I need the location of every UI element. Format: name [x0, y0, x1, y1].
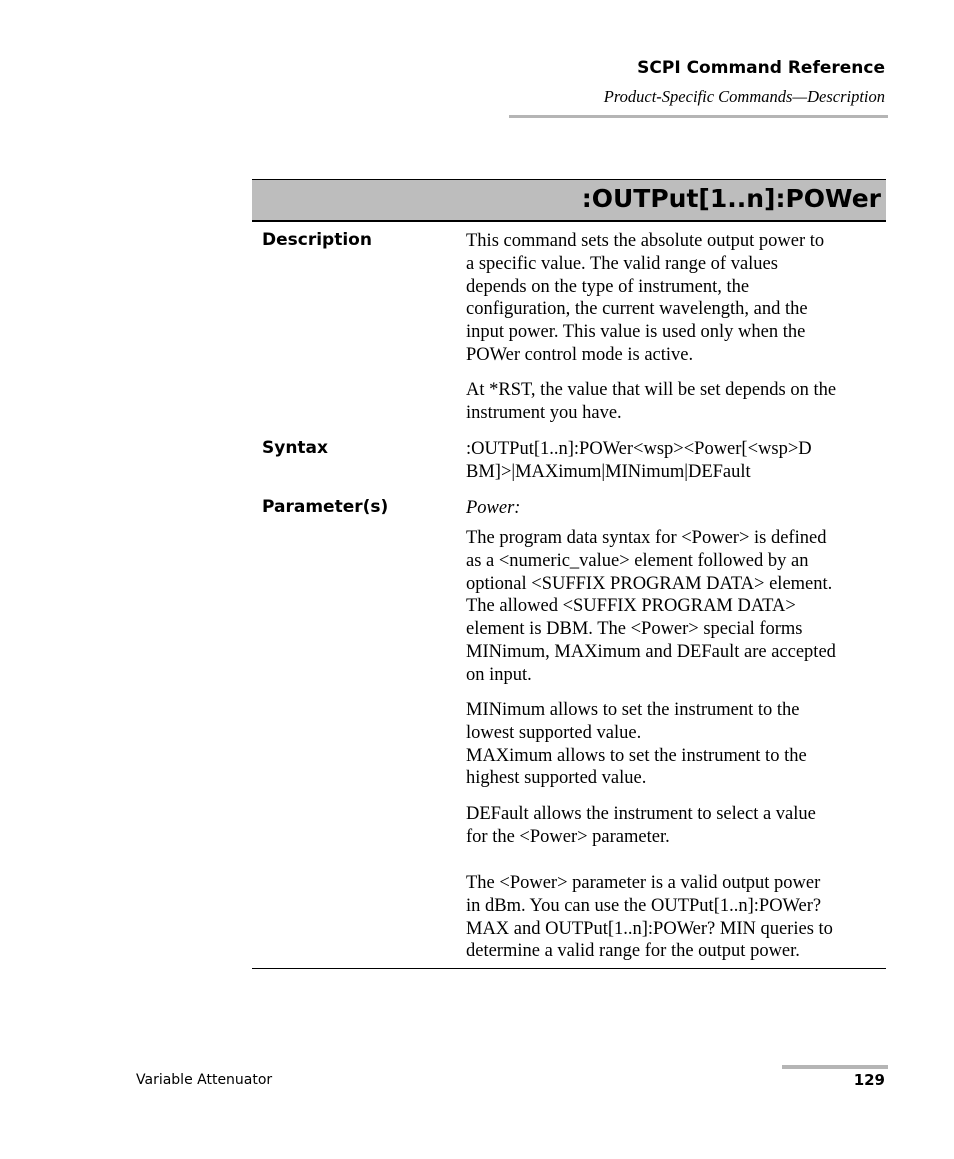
description-reset-text [466, 379, 886, 425]
text-line: lowest supported value. [466, 722, 642, 743]
text-line: MAX and OUTPut[1..n]:POWer? MIN queries to [466, 918, 833, 939]
text-line: MINimum, MAXimum and DEFault are accepted [466, 641, 836, 662]
description-label: Description [262, 230, 372, 250]
text-line: :OUTPut[1..n]:POWer<wsp><Power[<wsp>D [466, 439, 812, 459]
description-text [466, 230, 886, 367]
parameters-text-4 [466, 872, 886, 963]
parameters-label: Parameter(s) [262, 497, 389, 517]
running-header-subtitle: Product-Specific Commands—Description [603, 87, 885, 106]
text-line: configuration, the current wavelength, and the [466, 299, 808, 320]
text-line: MAXimum allows to set the instrument to the [466, 745, 807, 766]
text-line: POWer control mode is active. [466, 344, 694, 365]
description-paragraph-1 [466, 230, 886, 367]
syntax-paragraph [466, 438, 886, 484]
text-line: depends on the type of instrument, the [466, 276, 750, 297]
text-line: The program data syntax for <Power> is defined [466, 528, 827, 548]
parameters-paragraph-2 [466, 699, 886, 790]
table-bottom-rule [252, 968, 886, 969]
text-line: on input. [466, 664, 532, 685]
parameters-text-1 [466, 527, 886, 687]
command-title-bar [252, 179, 886, 222]
parameters-text-2 [466, 699, 886, 790]
text-line: a specific value. The valid range of values [466, 253, 778, 274]
text-line: in dBm. You can use the OUTPut[1..n]:POWer? [466, 895, 822, 916]
running-header-title: SCPI Command Reference [637, 58, 885, 78]
text-line: highest supported value. [466, 768, 647, 789]
parameters-text-3 [466, 803, 886, 849]
text-line: This command sets the absolute output power to [466, 231, 825, 251]
text-line: as a <numeric_value> element followed by an [466, 550, 809, 571]
description-paragraph-2 [466, 379, 886, 425]
syntax-text [466, 438, 886, 484]
text-line: element is DBM. The <Power> special forms [466, 619, 803, 640]
text-line: BM]>|MAXimum|MINimum|DEFault [466, 461, 751, 482]
text-line: The <Power> parameter is a valid output power [466, 873, 821, 893]
text-line: for the <Power> parameter. [466, 826, 670, 847]
page-number: 129 [853, 1071, 885, 1089]
text-line: instrument you have. [466, 402, 622, 423]
text-line: At *RST, the value that will be set depends on the [466, 380, 837, 400]
text-line: The allowed <SUFFIX PROGRAM DATA> [466, 596, 796, 617]
syntax-label: Syntax [262, 438, 328, 458]
parameters-paragraph-3 [466, 803, 886, 849]
footer-product-name: Variable Attenuator [136, 1072, 273, 1088]
text-line: DEFault allows the instrument to select a value [466, 804, 816, 824]
parameters-paragraph-4 [466, 872, 886, 963]
footer-divider [782, 1065, 888, 1069]
parameter-name: Power: [466, 498, 521, 518]
header-divider [509, 115, 888, 118]
text-line: input power. This value is used only when the [466, 322, 806, 343]
text-line: MINimum allows to set the instrument to the [466, 700, 800, 720]
command-title: :OUTPut[1..n]:POWer [581, 184, 881, 213]
text-line: determine a valid range for the output power. [466, 941, 800, 962]
text-line: optional <SUFFIX PROGRAM DATA> element. [466, 573, 833, 594]
parameters-paragraph-1 [466, 527, 886, 687]
